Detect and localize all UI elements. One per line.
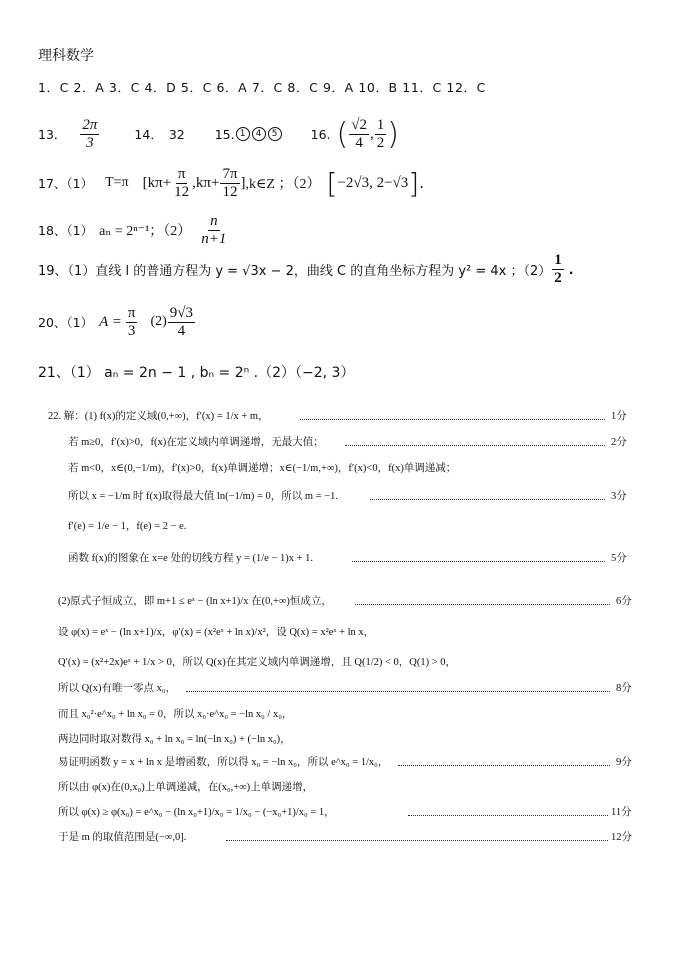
sol-line-16: 于是 m 的取值范围是(−∞,0]. <box>58 832 187 843</box>
leader-dots <box>226 840 608 841</box>
q19-denominator: 2 <box>554 269 562 286</box>
q17-k-text: ,k∈Z ；（2） <box>245 177 321 192</box>
q20-fraction-1 <box>126 306 138 339</box>
sol-line-7: (2)原式子恒成立，即 m+1 ≤ eˣ − (ln x+1)/x 在(0,+∞)恒成立， <box>58 596 332 607</box>
sol-line-8: 设 φ(x) = eˣ − (ln x+1)/x，φ′(x) = (x²eˣ + ln x)/x²，设 Q(x) = x²eˣ + ln x， <box>58 627 375 638</box>
q18-expression: aₙ = 2ⁿ⁻¹；（2） <box>99 224 192 239</box>
q17-f2-numerator: 7π <box>222 165 238 182</box>
q20-f2-denominator: 4 <box>177 322 186 339</box>
q13-fraction <box>80 118 99 151</box>
q14-label: 14． <box>134 127 163 142</box>
q16-a-numerator: √2 <box>351 116 367 133</box>
q18-numerator: n <box>210 212 218 229</box>
sol-line-10: 所以 Q(x)有唯一零点 x₀， <box>58 683 176 694</box>
score-9: 9分 <box>616 757 632 768</box>
q17-range: −2√3, 2−√3 <box>337 174 409 191</box>
q15-circle-3: 5 <box>268 127 282 141</box>
q13-label: 13． <box>38 127 67 142</box>
q19-numerator: 1 <box>554 251 562 268</box>
q16-b-denominator: 2 <box>376 134 385 151</box>
leader-dots <box>398 765 610 766</box>
q17-f1-numerator: π <box>177 165 186 182</box>
multiple-choice-answers: 1．C 2．A 3．C 4．D 5．C 6．A 7．C 8．C 9．A 10．B 11．C 12．C <box>38 80 486 95</box>
q17-fraction-1 <box>172 167 191 200</box>
score-12: 12分 <box>611 832 632 843</box>
q20-expression: A = <box>99 313 122 330</box>
score-1: 1分 <box>611 411 627 422</box>
q16-left-paren: ( <box>336 116 349 152</box>
answer-row-20 <box>38 302 196 342</box>
q20-part-2: (2) <box>150 314 167 329</box>
score-2: 2分 <box>611 437 627 448</box>
q17-bracket-open: [ <box>142 174 148 191</box>
page-title: 理科数学 <box>38 48 94 64</box>
sol-line-15: 所以 φ(x) ≥ φ(x₀) = e^x₀ − (ln x₀+1)/x₀ = 1/x₀ − (−x₀+1)/x₀ = 1， <box>58 807 335 818</box>
leader-dots <box>300 419 605 420</box>
q17-range-open: [ <box>326 166 338 200</box>
q18-fraction <box>199 214 228 247</box>
answer-row-21: 21、（1） aₙ = 2n − 1 , bₙ = 2ⁿ .（2）（−2, 3） <box>38 365 355 381</box>
q17-end-period: . <box>419 174 425 192</box>
answer-row-19 <box>38 252 574 286</box>
q20-f1-denominator: 3 <box>127 322 136 339</box>
q13-denominator: 3 <box>86 134 94 151</box>
q16-fraction-b <box>375 118 387 151</box>
score-6: 6分 <box>616 596 632 607</box>
score-11: 11分 <box>611 807 632 818</box>
q17-range-close: ] <box>408 166 420 200</box>
sol-line-2: 若 m≥0，f′(x)>0，f(x)在定义域内单调递增，无最大值； <box>68 437 324 448</box>
leader-dots <box>352 561 605 562</box>
q17-f1-denominator: 12 <box>174 183 190 200</box>
sol-line-6: 函数 f(x)的图象在 x=e 处的切线方程 y = (1/e − 1)x + 1. <box>68 553 314 564</box>
sol-line-1: 22. 解：(1) f(x)的定义域(0,+∞)，f′(x) = 1/x + m， <box>48 411 269 422</box>
leader-dots <box>345 445 605 446</box>
q16-right-paren: ) <box>387 116 399 152</box>
q17-interval-a: kπ+ <box>147 174 172 191</box>
q16-fraction-a <box>349 118 369 151</box>
q17-bracket-close: ] <box>240 174 246 191</box>
answer-row-17 <box>38 163 424 203</box>
q13-numerator: 2π <box>82 116 98 133</box>
q20-f2-numerator: 9√3 <box>169 304 194 321</box>
leader-dots <box>370 499 605 500</box>
q15-circle-2: 4 <box>252 127 266 141</box>
q16-label: 16. <box>310 126 331 142</box>
sol-line-9: Q′(x) = (x²+2x)eˣ + 1/x > 0，所以 Q(x)在其定义域内单调递增，且 Q(1/2) < 0，Q(1) > 0， <box>58 657 457 668</box>
q17-period: T=π <box>105 175 129 190</box>
q20-label: 20、（1） <box>38 315 94 330</box>
answer-row-18 <box>38 210 229 250</box>
q15-circle-1: 1 <box>236 127 250 141</box>
answer-row-13-16 <box>38 114 399 154</box>
sol-line-12: 两边同时取对数得 x₀ + ln x₀ = ln(−ln x₀) + (−ln x₀)， <box>58 734 291 745</box>
sol-line-4: 所以 x = −1/m 时 f(x)取得最大值 ln(−1/m) = 0，所以 m = −1. <box>68 491 339 502</box>
q16-comma: , <box>369 125 374 142</box>
q20-f1-numerator: π <box>127 304 136 321</box>
q19-fraction <box>552 253 564 286</box>
q18-label: 18、（1） <box>38 223 94 238</box>
q17-interval-b: ,kπ+ <box>192 174 220 191</box>
score-5: 5分 <box>611 553 627 564</box>
q14-value: 32 <box>168 126 185 142</box>
score-3: 3分 <box>611 491 627 502</box>
leader-dots <box>355 604 610 605</box>
q16-b-numerator: 1 <box>376 116 385 133</box>
q18-denominator: n+1 <box>201 230 227 247</box>
sol-line-11: 而且 x₀²·e^x₀ + ln x₀ = 0，所以 x₀·e^x₀ = −ln x₀ / x₀， <box>58 709 293 720</box>
sol-line-3: 若 m<0，x∈(0,−1/m)，f′(x)>0，f(x)单调递增；x∈(−1/m,+∞)，f′(x)<0，f(x)单调递减； <box>68 463 457 474</box>
leader-dots <box>408 815 608 816</box>
q19-text: 19、（1）直线 l 的普通方程为 y = √3x − 2，曲线 C 的直角坐标方程为 y² = 4x ；（2） <box>38 263 552 279</box>
q17-fraction-2 <box>220 167 239 200</box>
q17-label: 17、（1） <box>38 176 94 191</box>
q15-label: 15. <box>214 126 235 142</box>
sol-line-14: 所以由 φ(x)在(0,x₀)上单调递减，在(x₀,+∞)上单调递增， <box>58 782 314 793</box>
q19-end: . <box>568 261 574 277</box>
leader-dots <box>186 691 610 692</box>
q17-f2-denominator: 12 <box>222 183 238 200</box>
q20-fraction-2 <box>168 306 195 339</box>
score-8: 8分 <box>616 683 632 694</box>
sol-line-13: 易证明函数 y = x + ln x 是增函数，所以得 x₀ = −ln x₀，所以 e^x₀ = 1/x₀， <box>58 757 389 768</box>
q16-a-denominator: 4 <box>355 134 363 151</box>
sol-line-5: f′(e) = 1/e − 1，f(e) = 2 − e. <box>68 521 187 532</box>
